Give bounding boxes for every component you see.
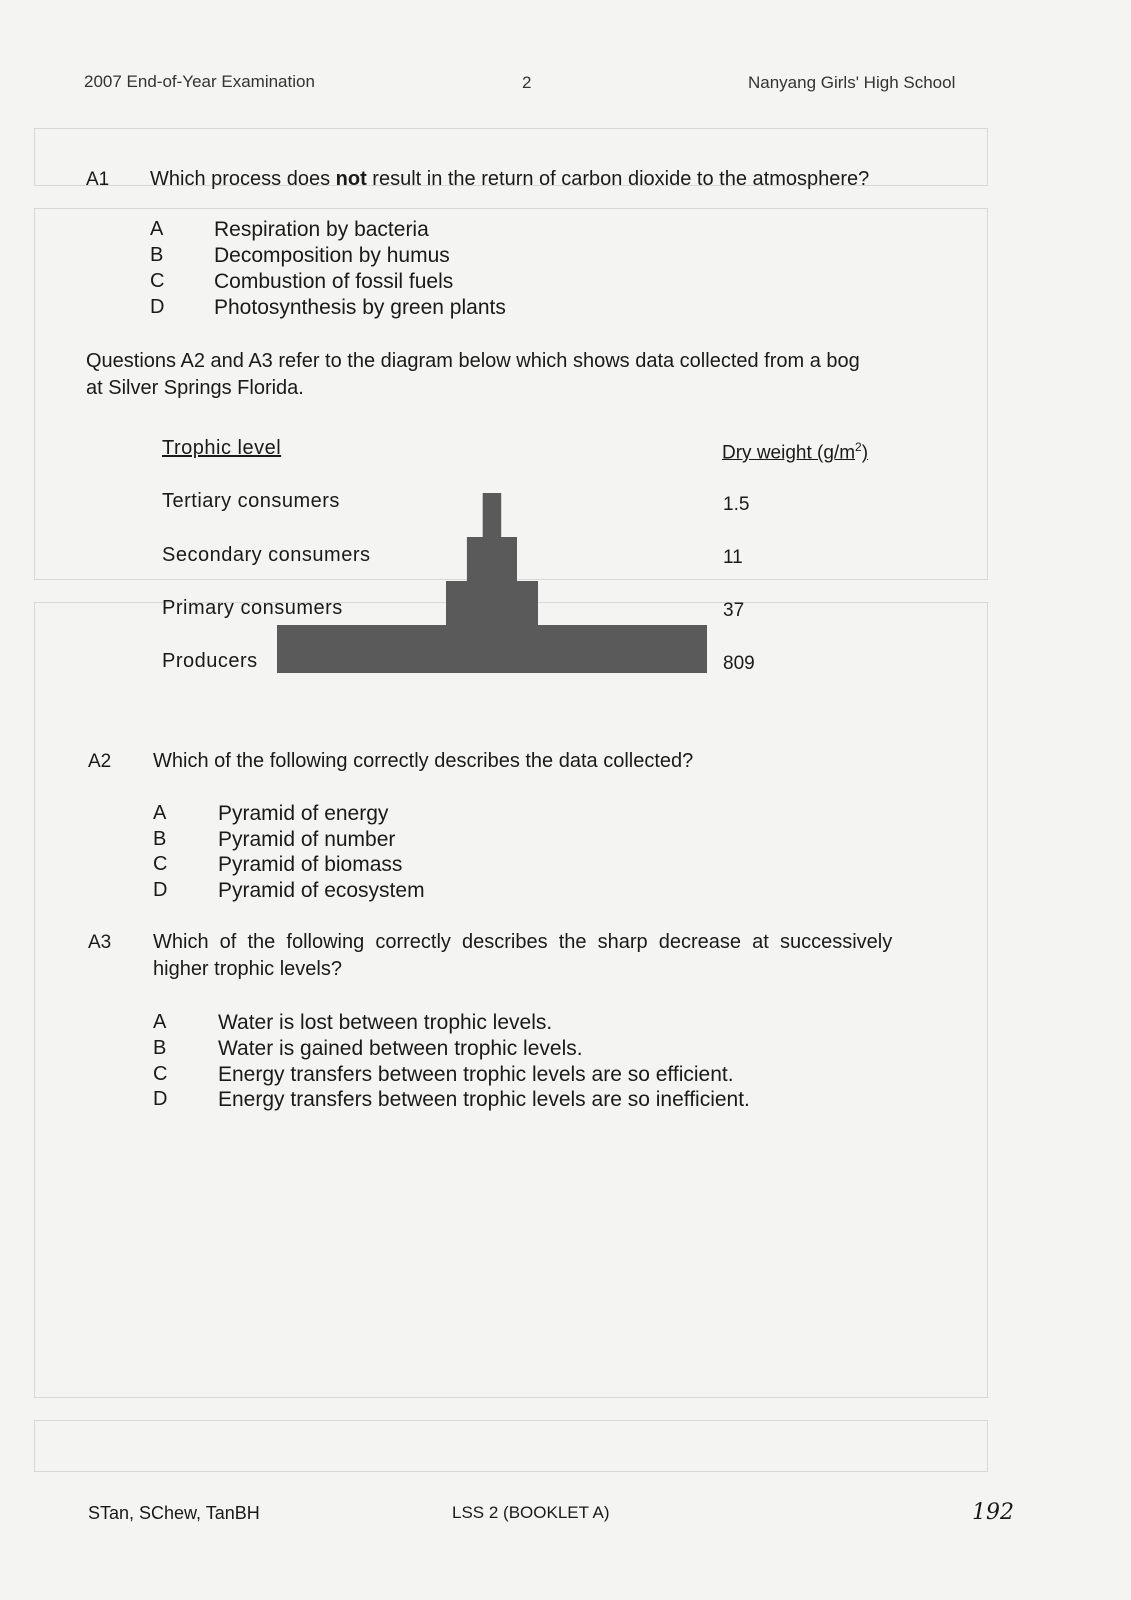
value-label: 11 — [723, 547, 743, 568]
header-exam-title: 2007 End-of-Year Examination — [84, 72, 315, 91]
value-label: 1.5 — [723, 494, 750, 515]
pyramid-bar-producers — [277, 625, 707, 673]
question-a3-line-2: higher trophic levels? — [153, 958, 342, 980]
question-a1-number: A1 — [86, 169, 110, 190]
option-text: Pyramid of energy — [218, 802, 389, 825]
option-text: Pyramid of number — [218, 828, 396, 851]
footer-handwritten-mark: 192 — [972, 1500, 1014, 1525]
option-letter: B — [150, 244, 164, 266]
option-letter: D — [153, 879, 168, 901]
option-text: Water is gained between trophic levels. — [218, 1037, 583, 1060]
question-a3-number: A3 — [88, 932, 112, 953]
option-letter: B — [153, 828, 167, 850]
pyramid-bar-secondary-consumers — [467, 537, 517, 581]
option-letter: A — [150, 218, 164, 240]
category-label: Producers — [162, 650, 258, 672]
question-a1-text-after: result in the return of carbon dioxide to the atmosphere? — [366, 168, 870, 190]
option-letter: C — [150, 270, 165, 292]
value-label: 809 — [723, 653, 755, 674]
question-a2-option[interactable] — [153, 802, 388, 826]
question-a1-text-bold: not — [335, 168, 367, 190]
question-a2-option[interactable] — [153, 828, 395, 852]
option-letter: C — [153, 1063, 168, 1085]
question-a3-line-1: Which of the following correctly describes the sharp decrease at successively — [153, 931, 893, 953]
question-a2-option[interactable] — [153, 853, 402, 877]
pyramid-bar-tertiary-consumers — [483, 493, 502, 537]
bleed-through-box-bottom — [34, 1420, 988, 1472]
header-page-number: 2 — [522, 73, 532, 92]
footer-booklet: LSS 2 (BOOKLET A) — [452, 1503, 610, 1522]
option-letter: D — [150, 296, 165, 318]
option-text: Combustion of fossil fuels — [214, 270, 454, 293]
option-text: Decomposition by humus — [214, 244, 450, 267]
question-a2-number: A2 — [88, 751, 112, 772]
footer-authors: STan, SChew, TanBH — [88, 1503, 260, 1523]
dry-weight-sup: 2 — [855, 440, 862, 454]
pyramid-bar-primary-consumers — [446, 581, 538, 625]
option-letter: D — [153, 1088, 168, 1110]
option-letter: B — [153, 1037, 167, 1059]
question-a3-option[interactable] — [153, 1063, 734, 1087]
option-text: Energy transfers between trophic levels are so efficient. — [218, 1063, 734, 1086]
question-a1-text-before: Which process does — [150, 168, 336, 190]
chart-header-trophic-level: Trophic level — [162, 437, 282, 459]
question-a3-option[interactable] — [153, 1037, 583, 1061]
bleed-through-box-large — [34, 602, 988, 1398]
option-letter: A — [153, 1011, 167, 1033]
question-a2-option[interactable] — [153, 879, 425, 903]
header-school-name: Nanyang Girls' High School — [748, 73, 956, 92]
option-letter: A — [153, 802, 167, 824]
option-letter: C — [153, 853, 168, 875]
option-text: Respiration by bacteria — [214, 218, 429, 241]
question-a3-option[interactable] — [153, 1088, 750, 1112]
option-text: Pyramid of ecosystem — [218, 879, 425, 902]
option-text: Photosynthesis by green plants — [214, 296, 506, 319]
option-text: Energy transfers between trophic levels are so inefficient. — [218, 1088, 750, 1111]
option-text: Pyramid of biomass — [218, 853, 403, 876]
option-text: Water is lost between trophic levels. — [218, 1011, 553, 1034]
question-a2-text: Which of the following correctly describes the data collected? — [153, 750, 694, 772]
dry-weight-close: ) — [861, 442, 869, 464]
dry-weight-label: Dry weight (g/m — [722, 442, 856, 464]
category-label: Secondary consumers — [162, 544, 371, 566]
intro-line-2: at Silver Springs Florida. — [86, 377, 304, 399]
intro-line-1: Questions A2 and A3 refer to the diagram below which shows data collected from a bog — [86, 350, 860, 372]
question-a3-option[interactable] — [153, 1011, 552, 1035]
biomass-pyramid — [0, 0, 1131, 700]
category-label: Tertiary consumers — [162, 490, 340, 512]
value-label: 37 — [723, 600, 745, 621]
category-label: Primary consumers — [162, 597, 343, 619]
